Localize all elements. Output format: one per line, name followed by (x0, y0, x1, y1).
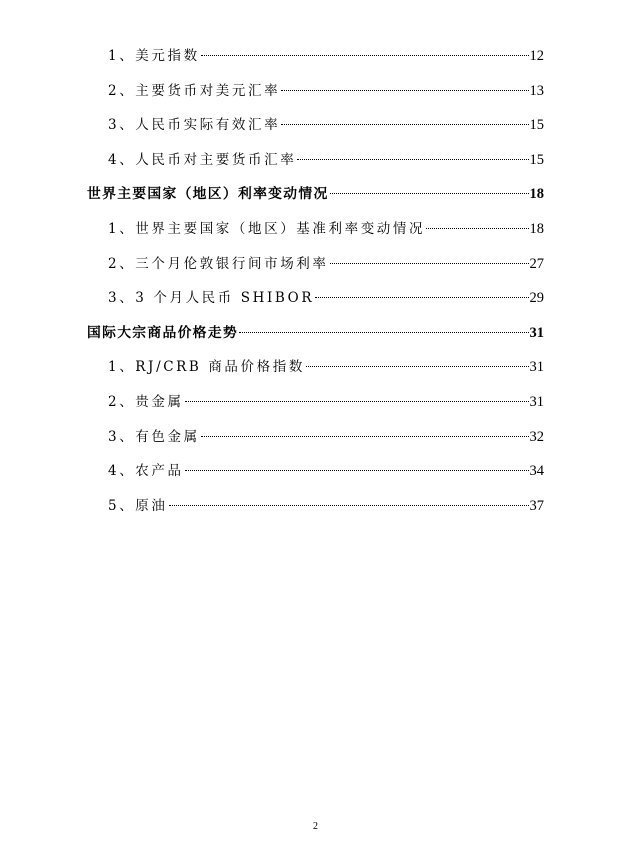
toc-entry[interactable] (87, 423, 544, 458)
toc-entry-title: 3、有色金属 (108, 428, 200, 445)
toc-entry[interactable] (87, 77, 544, 112)
toc-entry-title: 3、3 个月人民币 SHIBOR (108, 290, 315, 307)
dot-leader (185, 400, 529, 402)
dot-leader (201, 435, 529, 437)
dot-leader (239, 331, 529, 333)
dot-leader (169, 504, 529, 506)
dot-leader (426, 227, 528, 229)
toc-entry[interactable] (87, 111, 544, 146)
toc-entry[interactable] (87, 492, 544, 527)
toc-entry-title: 5、原油 (108, 497, 168, 514)
toc-section-page: 18 (529, 186, 544, 203)
dot-leader (281, 123, 528, 125)
toc-entry[interactable] (87, 42, 544, 77)
toc-entry-title: 2、三个月伦敦银行间市场利率 (108, 255, 329, 272)
toc-entry-title: 1、RJ/CRB 商品价格指数 (108, 359, 305, 376)
toc-entry-page: 34 (529, 463, 544, 480)
toc-entry-page: 31 (529, 359, 544, 376)
toc-entry-title: 2、主要货币对美元汇率 (108, 82, 281, 99)
toc-entry[interactable] (87, 146, 544, 181)
toc-entry[interactable] (87, 215, 544, 250)
toc-entry[interactable] (87, 457, 544, 492)
toc-entry-title: 2、贵金属 (108, 393, 184, 410)
dot-leader (201, 54, 529, 56)
toc-entry-page: 29 (529, 290, 544, 307)
toc-section-title: 世界主要国家（地区）利率变动情况 (87, 186, 329, 203)
toc-entry-page: 13 (529, 82, 544, 99)
toc-section-title: 国际大宗商品价格走势 (87, 324, 238, 341)
toc-entry[interactable] (87, 284, 544, 319)
dot-leader (281, 89, 528, 91)
dot-leader (297, 158, 528, 160)
toc-section-entry[interactable] (87, 180, 544, 215)
toc-section-page: 31 (529, 324, 544, 341)
toc-entry-title: 1、世界主要国家（地区）基准利率变动情况 (108, 220, 426, 237)
toc-entry-page: 37 (529, 497, 544, 514)
dot-leader (330, 192, 529, 194)
toc-entry-title: 4、人民币对主要货币汇率 (108, 151, 297, 168)
toc-entry-page: 18 (529, 220, 544, 237)
toc-entry-page: 31 (529, 393, 544, 410)
table-of-contents (87, 42, 544, 526)
dot-leader (330, 262, 529, 264)
toc-entry-page: 27 (529, 255, 544, 272)
toc-entry-page: 32 (529, 428, 544, 445)
toc-entry-page: 15 (529, 117, 544, 134)
dot-leader (315, 296, 528, 298)
toc-entry-title: 4、农产品 (108, 463, 184, 480)
dot-leader (306, 365, 529, 367)
toc-entry-page: 12 (529, 48, 544, 64)
toc-entry[interactable] (87, 250, 544, 285)
toc-entry[interactable] (87, 388, 544, 423)
dot-leader (185, 469, 529, 471)
page-number: 2 (313, 821, 318, 832)
toc-entry[interactable] (87, 353, 544, 388)
toc-section-entry[interactable] (87, 319, 544, 354)
toc-entry-title: 1、美元指数 (108, 48, 200, 64)
toc-entry-page: 15 (529, 151, 544, 168)
toc-entry-title: 3、人民币实际有效汇率 (108, 117, 281, 134)
